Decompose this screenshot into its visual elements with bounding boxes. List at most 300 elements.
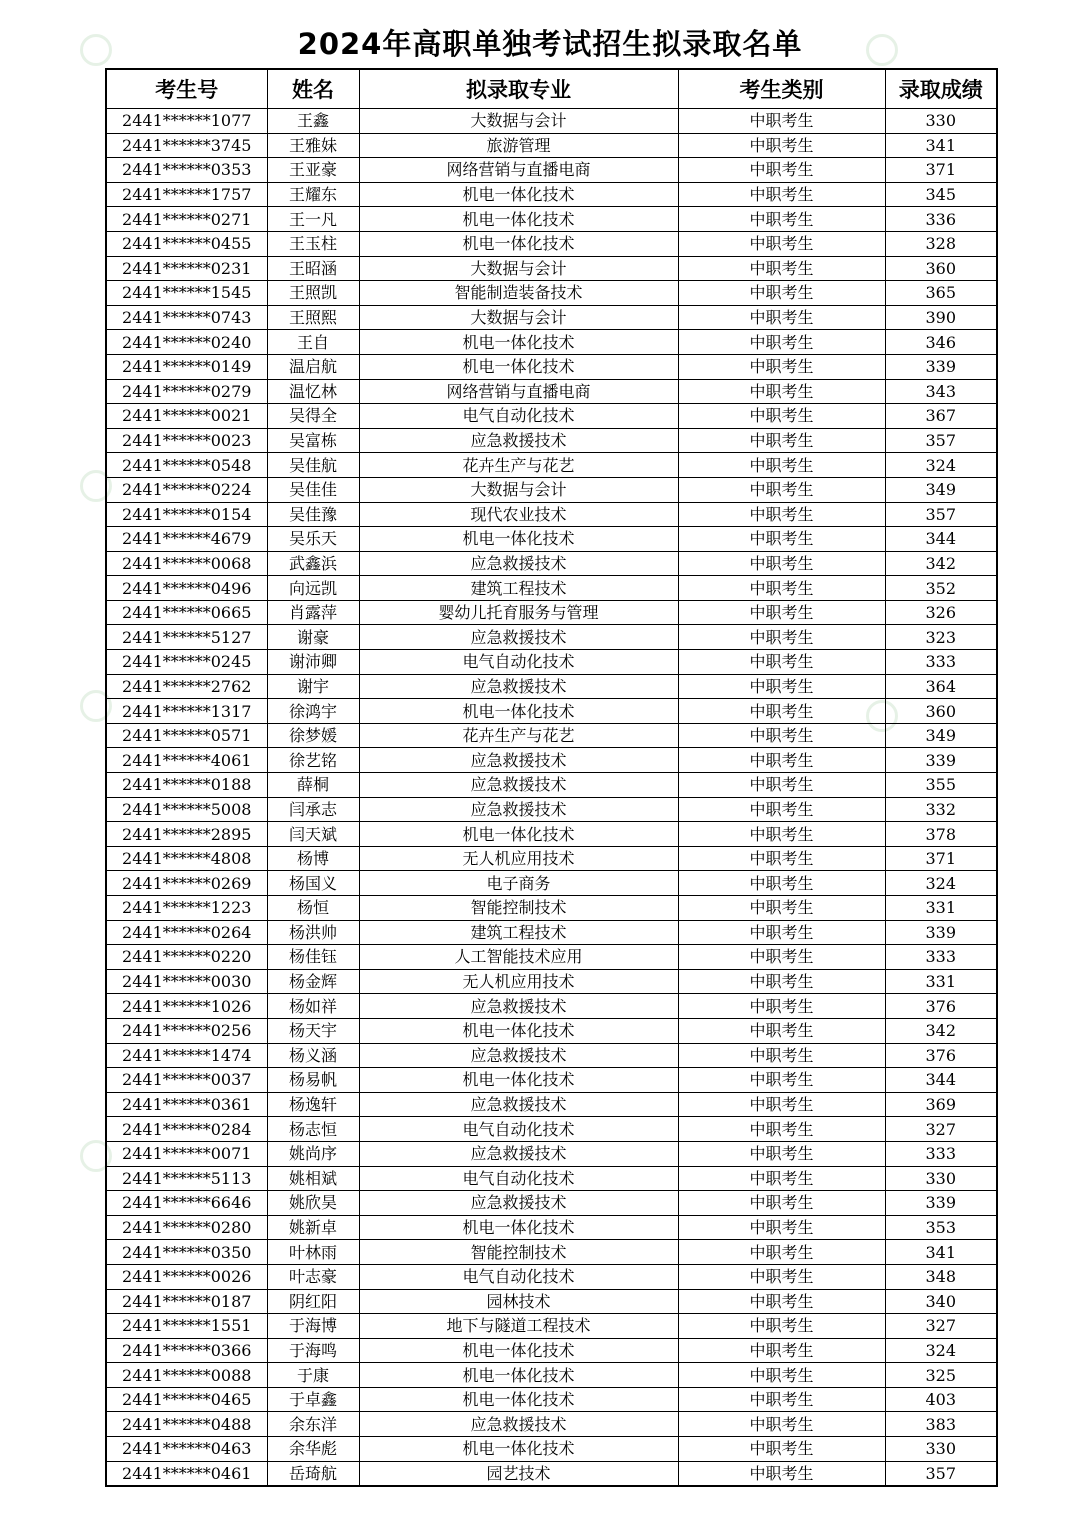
table-row xyxy=(106,748,997,773)
cell-category: 中职考生 xyxy=(678,1264,885,1289)
table-row xyxy=(106,822,997,847)
cell-major: 大数据与会计 xyxy=(359,477,678,502)
cell-exam-number: 2441******1223 xyxy=(106,896,267,921)
cell-exam-number: 2441******1551 xyxy=(106,1314,267,1339)
cell-exam-number: 2441******0149 xyxy=(106,354,267,379)
cell-score: 328 xyxy=(885,231,997,256)
cell-score: 376 xyxy=(885,1043,997,1068)
cell-score: 339 xyxy=(885,748,997,773)
cell-exam-number: 2441******2762 xyxy=(106,674,267,699)
table-row xyxy=(106,1191,997,1216)
cell-major: 应急救援技术 xyxy=(359,428,678,453)
table-row xyxy=(106,133,997,158)
cell-score: 357 xyxy=(885,428,997,453)
table-row xyxy=(106,1387,997,1412)
cell-major: 电气自动化技术 xyxy=(359,1264,678,1289)
cell-exam-number: 2441******0743 xyxy=(106,305,267,330)
cell-category: 中职考生 xyxy=(678,1068,885,1093)
cell-category: 中职考生 xyxy=(678,1191,885,1216)
cell-score: 371 xyxy=(885,846,997,871)
cell-score: 344 xyxy=(885,1068,997,1093)
cell-exam-number: 2441******0154 xyxy=(106,502,267,527)
cell-exam-number: 2441******0463 xyxy=(106,1437,267,1462)
col-header-name: 姓名 xyxy=(267,69,359,109)
table-row xyxy=(106,158,997,183)
cell-exam-number: 2441******0366 xyxy=(106,1338,267,1363)
cell-category: 中职考生 xyxy=(678,699,885,724)
cell-exam-number: 2441******4808 xyxy=(106,846,267,871)
table-row xyxy=(106,281,997,306)
cell-major: 机电一体化技术 xyxy=(359,182,678,207)
cell-name: 王鑫 xyxy=(267,109,359,134)
cell-major: 建筑工程技术 xyxy=(359,920,678,945)
cell-score: 355 xyxy=(885,773,997,798)
cell-category: 中职考生 xyxy=(678,969,885,994)
cell-exam-number: 2441******0279 xyxy=(106,379,267,404)
cell-name: 吴得全 xyxy=(267,404,359,429)
cell-major: 婴幼儿托育服务与管理 xyxy=(359,600,678,625)
cell-category: 中职考生 xyxy=(678,871,885,896)
cell-category: 中职考生 xyxy=(678,281,885,306)
cell-score: 332 xyxy=(885,797,997,822)
cell-category: 中职考生 xyxy=(678,1412,885,1437)
cell-category: 中职考生 xyxy=(678,428,885,453)
cell-exam-number: 2441******0350 xyxy=(106,1240,267,1265)
cell-exam-number: 2441******0037 xyxy=(106,1068,267,1093)
cell-name: 杨博 xyxy=(267,846,359,871)
cell-category: 中职考生 xyxy=(678,896,885,921)
cell-name: 余华彪 xyxy=(267,1437,359,1462)
col-header-exam-number: 考生号 xyxy=(106,69,267,109)
cell-name: 吴佳豫 xyxy=(267,502,359,527)
cell-exam-number: 2441******6646 xyxy=(106,1191,267,1216)
cell-category: 中职考生 xyxy=(678,723,885,748)
cell-category: 中职考生 xyxy=(678,551,885,576)
cell-exam-number: 2441******0231 xyxy=(106,256,267,281)
table-row xyxy=(106,797,997,822)
cell-exam-number: 2441******0271 xyxy=(106,207,267,232)
cell-major: 电气自动化技术 xyxy=(359,1117,678,1142)
cell-exam-number: 2441******0240 xyxy=(106,330,267,355)
table-row xyxy=(106,1461,997,1486)
cell-major: 应急救援技术 xyxy=(359,1191,678,1216)
cell-exam-number: 2441******0665 xyxy=(106,600,267,625)
cell-category: 中职考生 xyxy=(678,379,885,404)
cell-major: 应急救援技术 xyxy=(359,773,678,798)
table-row xyxy=(106,551,997,576)
cell-name: 杨逸轩 xyxy=(267,1092,359,1117)
cell-category: 中职考生 xyxy=(678,1461,885,1486)
table-row xyxy=(106,1215,997,1240)
cell-exam-number: 2441******1317 xyxy=(106,699,267,724)
cell-major: 电子商务 xyxy=(359,871,678,896)
cell-exam-number: 2441******1757 xyxy=(106,182,267,207)
cell-major: 机电一体化技术 xyxy=(359,354,678,379)
cell-exam-number: 2441******0030 xyxy=(106,969,267,994)
cell-major: 机电一体化技术 xyxy=(359,330,678,355)
cell-name: 杨志恒 xyxy=(267,1117,359,1142)
cell-score: 327 xyxy=(885,1314,997,1339)
cell-name: 温忆林 xyxy=(267,379,359,404)
table-row xyxy=(106,1018,997,1043)
cell-category: 中职考生 xyxy=(678,527,885,552)
cell-major: 应急救援技术 xyxy=(359,1092,678,1117)
cell-score: 330 xyxy=(885,109,997,134)
cell-category: 中职考生 xyxy=(678,305,885,330)
cell-category: 中职考生 xyxy=(678,1363,885,1388)
cell-name: 姚尚序 xyxy=(267,1141,359,1166)
table-row xyxy=(106,1092,997,1117)
table-row xyxy=(106,674,997,699)
cell-name: 王雅妹 xyxy=(267,133,359,158)
table-row xyxy=(106,1264,997,1289)
cell-score: 348 xyxy=(885,1264,997,1289)
cell-name: 于康 xyxy=(267,1363,359,1388)
cell-exam-number: 2441******0071 xyxy=(106,1141,267,1166)
cell-score: 360 xyxy=(885,699,997,724)
table-row xyxy=(106,1289,997,1314)
cell-exam-number: 2441******1474 xyxy=(106,1043,267,1068)
cell-name: 肖露萍 xyxy=(267,600,359,625)
cell-category: 中职考生 xyxy=(678,797,885,822)
cell-category: 中职考生 xyxy=(678,502,885,527)
cell-major: 花卉生产与花艺 xyxy=(359,723,678,748)
cell-exam-number: 2441******4679 xyxy=(106,527,267,552)
cell-name: 杨恒 xyxy=(267,896,359,921)
cell-category: 中职考生 xyxy=(678,650,885,675)
table-row xyxy=(106,1314,997,1339)
cell-major: 人工智能技术应用 xyxy=(359,945,678,970)
cell-exam-number: 2441******0488 xyxy=(106,1412,267,1437)
cell-score: 357 xyxy=(885,502,997,527)
cell-score: 324 xyxy=(885,1338,997,1363)
cell-major: 大数据与会计 xyxy=(359,305,678,330)
table-row xyxy=(106,1166,997,1191)
cell-major: 机电一体化技术 xyxy=(359,1215,678,1240)
table-row xyxy=(106,354,997,379)
cell-name: 杨国义 xyxy=(267,871,359,896)
cell-name: 杨义涵 xyxy=(267,1043,359,1068)
table-row xyxy=(106,1363,997,1388)
cell-name: 于海鸣 xyxy=(267,1338,359,1363)
table-row xyxy=(106,428,997,453)
table-row xyxy=(106,1068,997,1093)
cell-score: 353 xyxy=(885,1215,997,1240)
cell-score: 333 xyxy=(885,650,997,675)
cell-name: 王亚豪 xyxy=(267,158,359,183)
cell-name: 徐梦媛 xyxy=(267,723,359,748)
cell-exam-number: 2441******0026 xyxy=(106,1264,267,1289)
cell-major: 机电一体化技术 xyxy=(359,1068,678,1093)
cell-exam-number: 2441******0571 xyxy=(106,723,267,748)
cell-name: 姚相斌 xyxy=(267,1166,359,1191)
cell-exam-number: 2441******1077 xyxy=(106,109,267,134)
cell-major: 网络营销与直播电商 xyxy=(359,379,678,404)
cell-exam-number: 2441******0256 xyxy=(106,1018,267,1043)
table-row xyxy=(106,871,997,896)
header-row xyxy=(106,69,997,109)
cell-category: 中职考生 xyxy=(678,1387,885,1412)
cell-score: 324 xyxy=(885,871,997,896)
cell-name: 徐艺铭 xyxy=(267,748,359,773)
cell-exam-number: 2441******0284 xyxy=(106,1117,267,1142)
cell-score: 339 xyxy=(885,920,997,945)
cell-category: 中职考生 xyxy=(678,182,885,207)
cell-category: 中职考生 xyxy=(678,477,885,502)
cell-name: 杨洪帅 xyxy=(267,920,359,945)
cell-score: 349 xyxy=(885,477,997,502)
cell-score: 344 xyxy=(885,527,997,552)
cell-major: 大数据与会计 xyxy=(359,256,678,281)
cell-exam-number: 2441******0548 xyxy=(106,453,267,478)
cell-category: 中职考生 xyxy=(678,625,885,650)
cell-name: 阴红阳 xyxy=(267,1289,359,1314)
cell-score: 341 xyxy=(885,1240,997,1265)
cell-category: 中职考生 xyxy=(678,1289,885,1314)
cell-major: 智能控制技术 xyxy=(359,1240,678,1265)
table-row xyxy=(106,256,997,281)
cell-score: 336 xyxy=(885,207,997,232)
cell-major: 机电一体化技术 xyxy=(359,822,678,847)
cell-exam-number: 2441******1026 xyxy=(106,994,267,1019)
cell-category: 中职考生 xyxy=(678,846,885,871)
table-row xyxy=(106,379,997,404)
page-title: 2024年高职单独考试招生拟录取名单 xyxy=(297,27,803,61)
table-body xyxy=(106,109,997,1487)
cell-score: 343 xyxy=(885,379,997,404)
cell-category: 中职考生 xyxy=(678,1215,885,1240)
cell-name: 姚欣昊 xyxy=(267,1191,359,1216)
cell-exam-number: 2441******4061 xyxy=(106,748,267,773)
cell-name: 叶林雨 xyxy=(267,1240,359,1265)
cell-major: 应急救援技术 xyxy=(359,625,678,650)
cell-exam-number: 2441******0188 xyxy=(106,773,267,798)
cell-score: 349 xyxy=(885,723,997,748)
table-row xyxy=(106,600,997,625)
cell-name: 武鑫浜 xyxy=(267,551,359,576)
cell-category: 中职考生 xyxy=(678,1437,885,1462)
cell-exam-number: 2441******0353 xyxy=(106,158,267,183)
cell-score: 345 xyxy=(885,182,997,207)
cell-major: 机电一体化技术 xyxy=(359,1338,678,1363)
cell-major: 机电一体化技术 xyxy=(359,1018,678,1043)
cell-exam-number: 2441******0021 xyxy=(106,404,267,429)
cell-score: 339 xyxy=(885,1191,997,1216)
cell-name: 王一凡 xyxy=(267,207,359,232)
cell-name: 余东洋 xyxy=(267,1412,359,1437)
cell-score: 339 xyxy=(885,354,997,379)
cell-major: 旅游管理 xyxy=(359,133,678,158)
cell-exam-number: 2441******0224 xyxy=(106,477,267,502)
cell-category: 中职考生 xyxy=(678,920,885,945)
table-row xyxy=(106,920,997,945)
cell-category: 中职考生 xyxy=(678,1018,885,1043)
cell-major: 机电一体化技术 xyxy=(359,1437,678,1462)
cell-name: 王自 xyxy=(267,330,359,355)
cell-exam-number: 2441******0068 xyxy=(106,551,267,576)
cell-name: 叶志豪 xyxy=(267,1264,359,1289)
cell-major: 园林技术 xyxy=(359,1289,678,1314)
table-row xyxy=(106,699,997,724)
table-row xyxy=(106,502,997,527)
cell-major: 智能控制技术 xyxy=(359,896,678,921)
cell-score: 331 xyxy=(885,896,997,921)
cell-major: 机电一体化技术 xyxy=(359,1387,678,1412)
cell-category: 中职考生 xyxy=(678,207,885,232)
admission-table xyxy=(105,68,998,1487)
cell-major: 智能制造装备技术 xyxy=(359,281,678,306)
cell-name: 王照凯 xyxy=(267,281,359,306)
cell-name: 杨易帆 xyxy=(267,1068,359,1093)
table-row xyxy=(106,625,997,650)
cell-category: 中职考生 xyxy=(678,109,885,134)
cell-major: 应急救援技术 xyxy=(359,1141,678,1166)
cell-category: 中职考生 xyxy=(678,773,885,798)
cell-exam-number: 2441******0023 xyxy=(106,428,267,453)
cell-name: 谢宇 xyxy=(267,674,359,699)
cell-major: 应急救援技术 xyxy=(359,748,678,773)
cell-score: 364 xyxy=(885,674,997,699)
cell-name: 向远凯 xyxy=(267,576,359,601)
cell-major: 电气自动化技术 xyxy=(359,1166,678,1191)
table-row xyxy=(106,1117,997,1142)
cell-score: 330 xyxy=(885,1437,997,1462)
cell-exam-number: 2441******5113 xyxy=(106,1166,267,1191)
cell-score: 342 xyxy=(885,551,997,576)
col-header-major: 拟录取专业 xyxy=(359,69,678,109)
cell-name: 吴乐天 xyxy=(267,527,359,552)
cell-exam-number: 2441******0361 xyxy=(106,1092,267,1117)
cell-score: 371 xyxy=(885,158,997,183)
cell-score: 327 xyxy=(885,1117,997,1142)
table-row xyxy=(106,231,997,256)
cell-name: 谢豪 xyxy=(267,625,359,650)
table-row xyxy=(106,109,997,134)
cell-name: 谢沛卿 xyxy=(267,650,359,675)
cell-category: 中职考生 xyxy=(678,748,885,773)
table-row xyxy=(106,1240,997,1265)
cell-major: 网络营销与直播电商 xyxy=(359,158,678,183)
cell-score: 369 xyxy=(885,1092,997,1117)
cell-category: 中职考生 xyxy=(678,330,885,355)
cell-exam-number: 2441******0187 xyxy=(106,1289,267,1314)
table-row xyxy=(106,576,997,601)
cell-major: 大数据与会计 xyxy=(359,109,678,134)
cell-score: 326 xyxy=(885,600,997,625)
cell-name: 吴佳航 xyxy=(267,453,359,478)
cell-category: 中职考生 xyxy=(678,1240,885,1265)
cell-major: 应急救援技术 xyxy=(359,1043,678,1068)
cell-category: 中职考生 xyxy=(678,945,885,970)
cell-category: 中职考生 xyxy=(678,1092,885,1117)
cell-name: 杨如祥 xyxy=(267,994,359,1019)
cell-name: 吴富栋 xyxy=(267,428,359,453)
cell-major: 园艺技术 xyxy=(359,1461,678,1486)
cell-name: 王玉柱 xyxy=(267,231,359,256)
table-row xyxy=(106,846,997,871)
cell-category: 中职考生 xyxy=(678,1043,885,1068)
table-row xyxy=(106,969,997,994)
cell-major: 机电一体化技术 xyxy=(359,231,678,256)
cell-name: 杨天宇 xyxy=(267,1018,359,1043)
cell-category: 中职考生 xyxy=(678,674,885,699)
cell-major: 机电一体化技术 xyxy=(359,699,678,724)
cell-category: 中职考生 xyxy=(678,822,885,847)
cell-category: 中职考生 xyxy=(678,354,885,379)
cell-score: 333 xyxy=(885,1141,997,1166)
cell-major: 机电一体化技术 xyxy=(359,527,678,552)
cell-major: 无人机应用技术 xyxy=(359,969,678,994)
cell-category: 中职考生 xyxy=(678,1141,885,1166)
cell-score: 341 xyxy=(885,133,997,158)
cell-score: 342 xyxy=(885,1018,997,1043)
cell-category: 中职考生 xyxy=(678,1338,885,1363)
cell-exam-number: 2441******5127 xyxy=(106,625,267,650)
cell-exam-number: 2441******1545 xyxy=(106,281,267,306)
cell-name: 吴佳佳 xyxy=(267,477,359,502)
cell-category: 中职考生 xyxy=(678,453,885,478)
table-row xyxy=(106,477,997,502)
cell-major: 机电一体化技术 xyxy=(359,207,678,232)
cell-major: 应急救援技术 xyxy=(359,551,678,576)
cell-major: 机电一体化技术 xyxy=(359,1363,678,1388)
cell-category: 中职考生 xyxy=(678,404,885,429)
table-row xyxy=(106,896,997,921)
col-header-category: 考生类别 xyxy=(678,69,885,109)
cell-exam-number: 2441******0461 xyxy=(106,1461,267,1486)
cell-name: 薛桐 xyxy=(267,773,359,798)
table-row xyxy=(106,723,997,748)
table-row xyxy=(106,1437,997,1462)
cell-score: 331 xyxy=(885,969,997,994)
cell-exam-number: 2441******0220 xyxy=(106,945,267,970)
cell-major: 地下与隧道工程技术 xyxy=(359,1314,678,1339)
cell-category: 中职考生 xyxy=(678,256,885,281)
table-row xyxy=(106,207,997,232)
table-row xyxy=(106,404,997,429)
cell-major: 花卉生产与花艺 xyxy=(359,453,678,478)
cell-exam-number: 2441******0245 xyxy=(106,650,267,675)
table-row xyxy=(106,945,997,970)
cell-major: 应急救援技术 xyxy=(359,1412,678,1437)
cell-score: 333 xyxy=(885,945,997,970)
cell-name: 于卓鑫 xyxy=(267,1387,359,1412)
cell-exam-number: 2441******0496 xyxy=(106,576,267,601)
cell-score: 360 xyxy=(885,256,997,281)
cell-name: 闫天斌 xyxy=(267,822,359,847)
cell-score: 365 xyxy=(885,281,997,306)
table-row xyxy=(106,453,997,478)
cell-category: 中职考生 xyxy=(678,1117,885,1142)
table-row xyxy=(106,305,997,330)
cell-category: 中职考生 xyxy=(678,1314,885,1339)
cell-major: 应急救援技术 xyxy=(359,674,678,699)
table-row xyxy=(106,182,997,207)
cell-score: 340 xyxy=(885,1289,997,1314)
cell-exam-number: 2441******0455 xyxy=(106,231,267,256)
cell-name: 姚新卓 xyxy=(267,1215,359,1240)
cell-category: 中职考生 xyxy=(678,1166,885,1191)
cell-name: 于海博 xyxy=(267,1314,359,1339)
cell-major: 应急救援技术 xyxy=(359,797,678,822)
cell-score: 390 xyxy=(885,305,997,330)
cell-score: 324 xyxy=(885,453,997,478)
cell-name: 王照熙 xyxy=(267,305,359,330)
cell-score: 403 xyxy=(885,1387,997,1412)
cell-score: 376 xyxy=(885,994,997,1019)
cell-category: 中职考生 xyxy=(678,133,885,158)
cell-category: 中职考生 xyxy=(678,994,885,1019)
